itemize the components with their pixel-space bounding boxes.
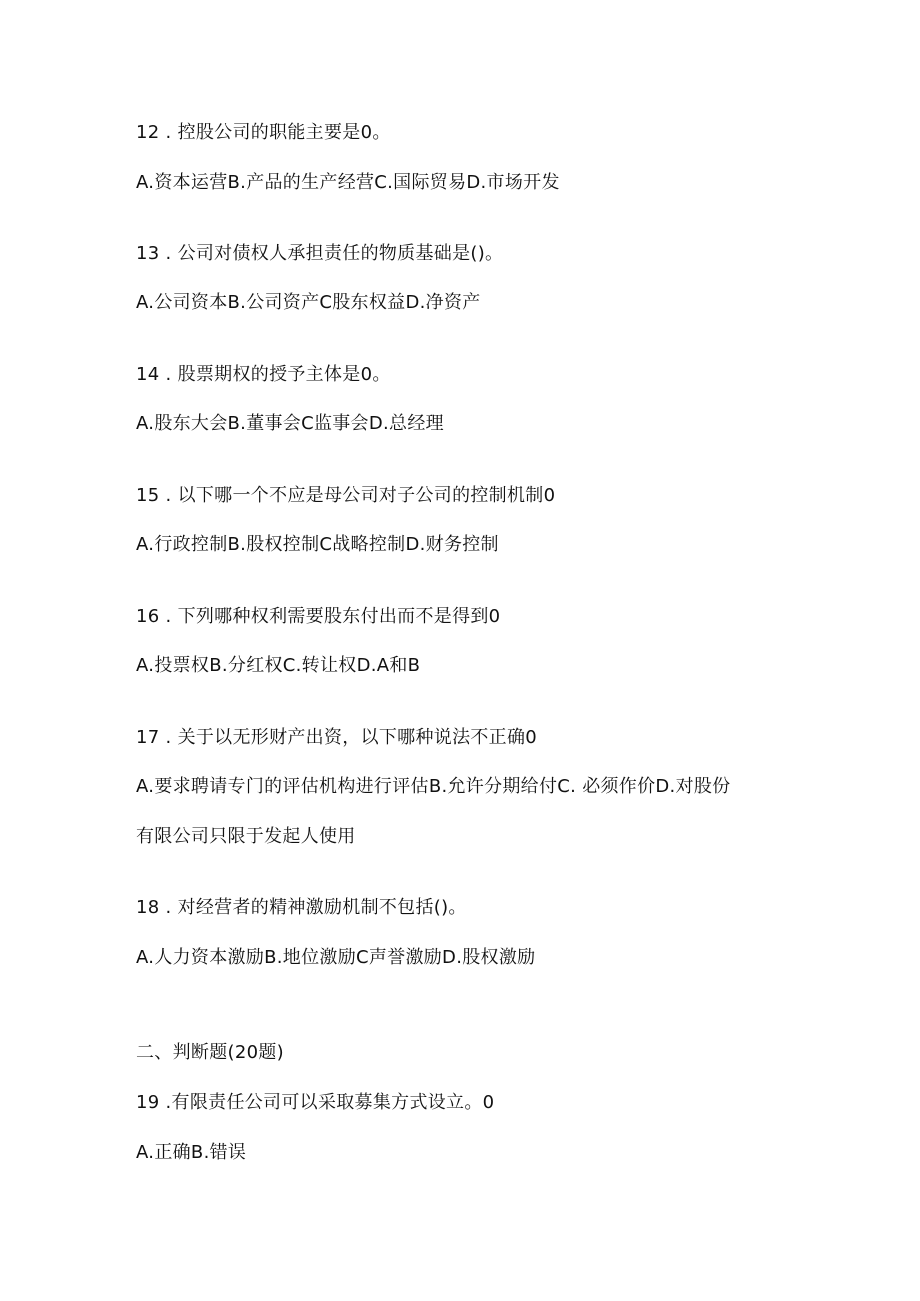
question-14-options: A.股东大会B.董事会C监事会D.总经理 <box>136 413 444 434</box>
question-19: 19 .有限责任公司可以采取募集方式设立。0 <box>136 1092 495 1113</box>
question-17-options-line-2: 有限公司只限于发起人使用 <box>136 826 356 847</box>
question-16-options: A.投票权B.分红权C.转让权D.A和B <box>136 655 421 676</box>
section-heading-true-false: 二、判断题(20题) <box>136 1042 284 1063</box>
question-12: 12 . 控股公司的职能主要是0。 <box>136 122 391 143</box>
question-15: 15 . 以下哪一个不应是母公司对子公司的控制机制0 <box>136 485 556 506</box>
question-19-options: A.正确B.错误 <box>136 1142 247 1163</box>
question-13: 13 . 公司对债权人承担责任的物质基础是()。 <box>136 243 504 264</box>
question-18-options: A.人力资本激励B.地位激励C声誉激励D.股权激励 <box>136 947 536 968</box>
question-13-options: A.公司资本B.公司资产C股东权益D.净资产 <box>136 292 481 313</box>
question-16: 16 . 下列哪种权利需要股东付出而不是得到0 <box>136 606 501 627</box>
question-18: 18 . 对经营者的精神激励机制不包括()。 <box>136 897 467 918</box>
question-15-options: A.行政控制B.股权控制C战略控制D.财务控制 <box>136 534 499 555</box>
question-14: 14 . 股票期权的授予主体是0。 <box>136 364 391 385</box>
question-17-options-line-1: A.要求聘请专门的评估机构进行评估B.允许分期给付C. 必须作价D.对股份 <box>136 776 731 797</box>
question-12-options: A.资本运营B.产品的生产经营C.国际贸易D.市场开发 <box>136 172 560 193</box>
question-17: 17 . 关于以无形财产出资，以下哪种说法不正确0 <box>136 727 538 748</box>
